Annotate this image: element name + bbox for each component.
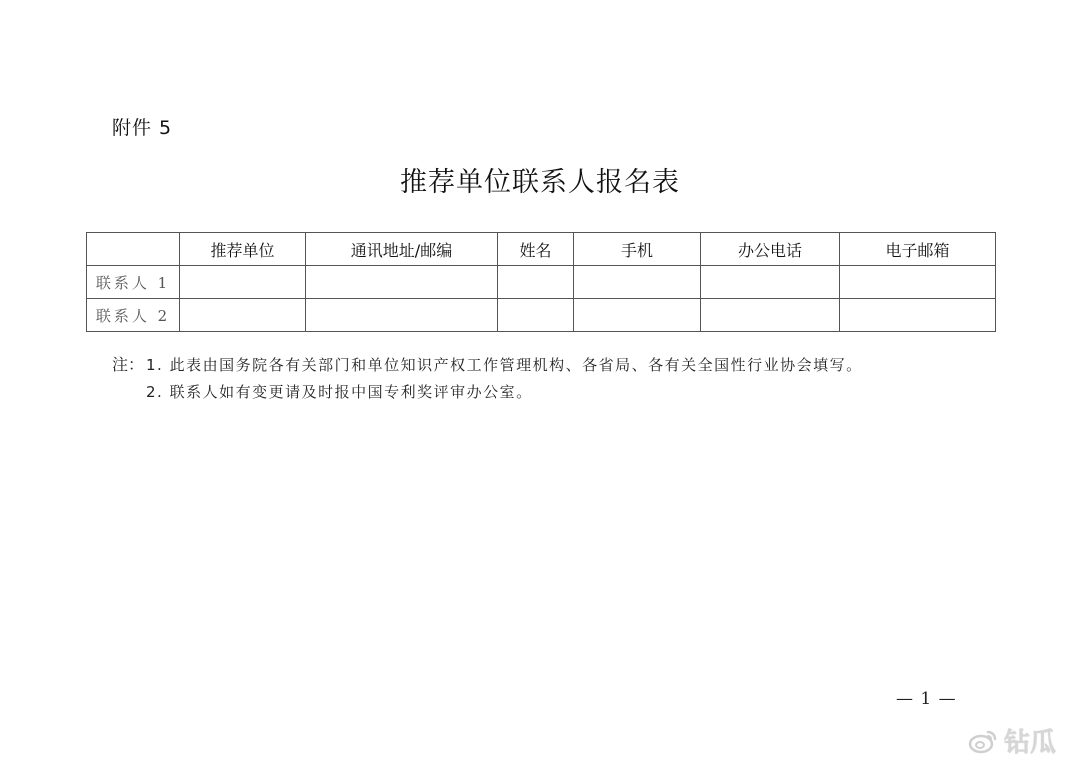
- note-text: 联系人如有变更请及时报中国专利奖评审办公室。: [169, 383, 533, 401]
- table-row: [87, 299, 996, 332]
- table-header-mobile: 手机: [574, 233, 701, 266]
- table-cell-address-postcode: [306, 299, 498, 332]
- watermark-text: 钻瓜: [1004, 728, 1057, 758]
- note-number: 2.: [146, 383, 164, 401]
- table-header-recommending-unit: 推荐单位: [180, 233, 306, 266]
- table-header-name: 姓名: [498, 233, 574, 266]
- note-item: [112, 379, 863, 406]
- table-cell-office-phone: [701, 266, 840, 299]
- row-label: 联系人 1: [87, 266, 180, 299]
- table-cell-mobile: [574, 299, 701, 332]
- page-number: — 1 —: [896, 689, 957, 709]
- notes-prefix: 注：: [112, 355, 145, 374]
- table-row: [87, 266, 996, 299]
- table-cell-name: [498, 266, 574, 299]
- contact-registration-table: [86, 232, 996, 332]
- table-header-office-phone: 办公电话: [701, 233, 840, 266]
- table-header-blank: [87, 233, 180, 266]
- table-cell-name: [498, 299, 574, 332]
- table-cell-email: [840, 266, 996, 299]
- note-text: 此表由国务院各有关部门和单位知识产权工作管理机构、各省局、各有关全国性行业协会填写。: [169, 356, 863, 374]
- notes-section: [112, 351, 863, 406]
- row-label: 联系人 2: [87, 299, 180, 332]
- table-cell-address-postcode: [306, 266, 498, 299]
- note-item: [112, 351, 863, 379]
- page-title: 推荐单位联系人报名表: [400, 167, 680, 198]
- table-cell-office-phone: [701, 299, 840, 332]
- table-cell-email: [840, 299, 996, 332]
- weibo-icon: [968, 728, 998, 754]
- table-cell-recommending-unit: [180, 266, 306, 299]
- note-number: 1.: [146, 356, 164, 374]
- table-cell-mobile: [574, 266, 701, 299]
- table-cell-recommending-unit: [180, 299, 306, 332]
- table-header-email: 电子邮箱: [840, 233, 996, 266]
- table-header-row: [87, 233, 996, 266]
- table-header-address-postcode: 通讯地址/邮编: [306, 233, 498, 266]
- attachment-label: 附件 5: [112, 117, 173, 139]
- watermark: [968, 722, 1056, 759]
